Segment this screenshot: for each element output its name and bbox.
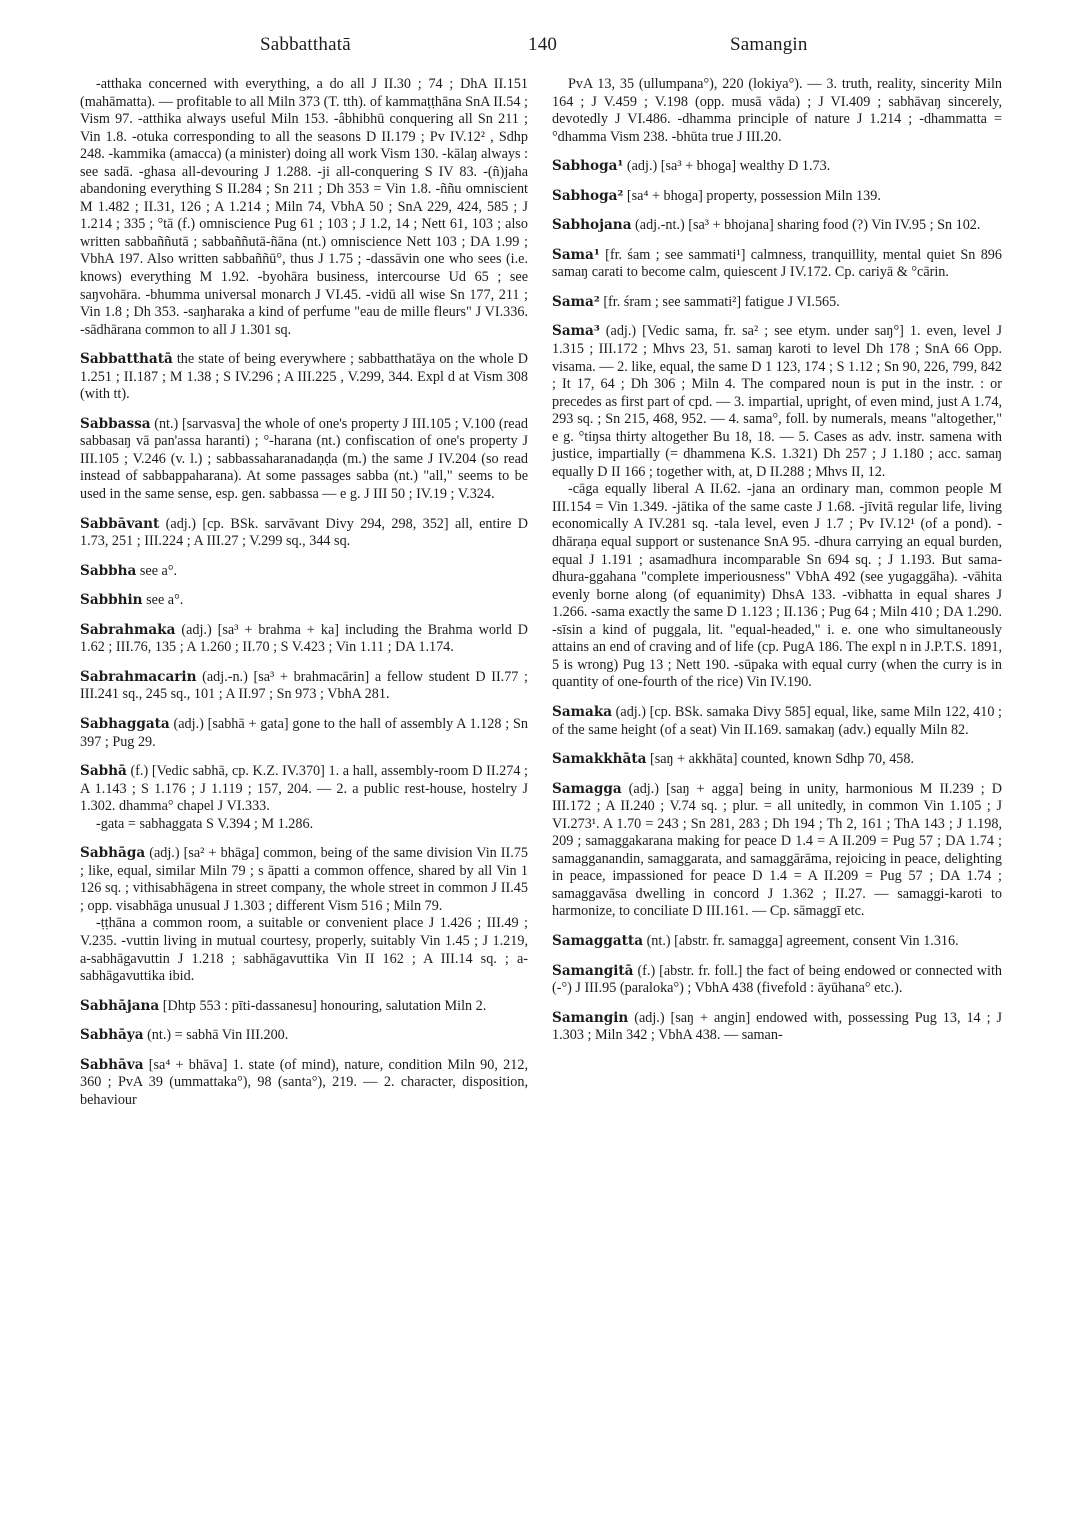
headword: Samangitā xyxy=(552,962,634,979)
dictionary-entry xyxy=(80,622,528,657)
entry-body xyxy=(552,704,1002,739)
entry-body xyxy=(80,592,528,610)
entry-body xyxy=(552,751,1002,769)
headword: Sabhojana xyxy=(552,217,632,234)
entry-text: [sa⁴ + bhoga] property, possession Miln 139. xyxy=(623,187,881,204)
entry-text: (f.) [abstr. fr. foll.] the fact of being endowed or connected with (-°) J III.95 (paraloka°) ; VbhA 438 (fivefold : āyūhana° etc.). xyxy=(552,962,1002,997)
entry-text: (adj.) [sa³ + brahma + ka] including the Brahma world D 1.62 ; III.76, 135 ; A 1.260 ; II.70 ; S V.423 ; Vin 1.11 ; DA 1.174. xyxy=(80,621,528,656)
entry-text: (nt.) [sarvasva] the whole of one's property J III.105 ; V.100 (read sabbasaŋ vā pan'assa haranti) ; °-harana (nt.) confiscation of one's property J III.105 ; V.246 (v. l.) ; sabbassaharanadaṇḍa (m.) the same J IV.204 (so read instead of sabbappaharana). At some passages sabba (nt.) "all," seems to be used in the same sense, esp. gen. sabbassa — e g. J III 50 ; IV.19 ; V.324. xyxy=(80,415,528,503)
headword: Sabhājana xyxy=(80,997,160,1014)
entry-text: (adj.) [sa³ + bhoga] wealthy D 1.73. xyxy=(623,158,831,175)
dictionary-entry xyxy=(552,704,1002,739)
entry-text: PvA 13, 35 (ullumpana°), 220 (lokiya°). — 3. truth, reality, sincerity Miln 164 ; J V.459 ; V.198 (opp. musā vāda) ; J VI.409 ; sabhāvaŋ sincerely, devotedly J VI.486. -dhamma principle of nature J 1.214 ; -dhammatta = °dhamma Vism 238. -bhūta true J III.20. xyxy=(552,76,1002,145)
headword: Samaggatta xyxy=(552,932,644,949)
dictionary-entry xyxy=(552,76,1002,146)
headword: Samangin xyxy=(552,1009,629,1026)
dictionary-entry xyxy=(80,1027,528,1045)
headword: Sama² xyxy=(552,293,600,310)
entry-body xyxy=(552,933,1002,951)
entry-body xyxy=(552,1010,1002,1045)
dictionary-entry xyxy=(552,963,1002,998)
entry-text: (adj.) [sa² + bhāga] common, being of the same division Vin II.75 ; like, equal, similar Miln 79 ; s āpatti a common offence, shared by all Vin 1 126 sq. ; vithisabhāgena in street company, the whole street in common J II.45 ; opp. visabhāga unusual J 1.303 ; different Vism 516 ; Miln 79. xyxy=(80,845,528,914)
headword: Sama³ xyxy=(552,323,600,340)
entry-body xyxy=(552,247,1002,282)
dictionary-entry xyxy=(80,563,528,581)
entry-body xyxy=(552,963,1002,998)
entry-text: (adj.) [saŋ + angin] endowed with, possessing Pug 13, 14 ; J 1.303 ; Miln 342 ; VbhA 438. — saman- xyxy=(552,1009,1002,1044)
dictionary-entry xyxy=(80,516,528,551)
headword: Sabbāvant xyxy=(80,515,160,532)
entry-text: [sa⁴ + bhāva] 1. state (of mind), nature, condition Miln 90, 212, 360 ; PvA 39 (ummattaka°), 98 (santa°), 219. — 2. character, disposition, behaviour xyxy=(80,1056,528,1108)
dictionary-entry xyxy=(552,323,1002,691)
dictionary-entry xyxy=(552,217,1002,235)
entry-text: (adj.) [cp. BSk. samaka Divy 585] equal, like, same Miln 122, 410 ; of the same height (of a seat) Vin II.169. samakaŋ (adv.) equally Miln 82. xyxy=(552,703,1002,738)
dictionary-entry xyxy=(552,1010,1002,1045)
entry-text: (adj.) [sabhā + gata] gone to the hall of assembly A 1.128 ; Sn 397 ; Pug 29. xyxy=(80,715,528,750)
dictionary-entry xyxy=(552,781,1002,921)
entry-subentries: -cāga equally liberal A II.62. -jana an ordinary man, common people M III.154 = Vin 1.349. -jātika of the same caste J 1.68. -jīvitā regular life, living economically A IV.281 sq. -tala level, even J 1.7 ; Pv IV.12¹ (of a pond). -dhāraṇa equal support or sustenance SnA 95. -dhura carrying an equal burden, equal J 1.191 ; asamadhura incomparable Sn 694 sq. ; J 1.193. But sama-dhura-ggahana "complete imperiousness" VbhA 492 (see yugaggāha). -vāhita evenly borne along (of equanimity) DhsA 133. -vibhatta in equal shares J 1.266. -sama exactly the same D 1.123 ; II.136 ; Pug 64 ; Miln 410 ; DA 1.290. -sīsin a kind of puggala, lit. "equal-headed," i. e. one who simultaneously attains an end of craving and of life (cp. PugA 186. The expl n in J.P.T.S. 1891, 5 is wrong) Pug 13 ; Nett 190. -sūpaka with equal curry (when the curry is in quantity of one-fourth of the rice) Vin IV.190. xyxy=(552,481,1002,691)
headword: Sama¹ xyxy=(552,246,600,263)
headword: Samaka xyxy=(552,703,613,720)
entry-body xyxy=(80,716,528,751)
header-right-guideword: Samangin xyxy=(730,34,808,55)
entry-text: (f.) [Vedic sabhā, cp. K.Z. IV.370] 1. a hall, assembly-room D II.274 ; A 1.143 ; S 1.176 ; J 1.119 ; 157, 204. — 2. a public rest-house, hostelry J 1.302. dhamma° chapel J VI.333. xyxy=(80,763,528,815)
dictionary-entry xyxy=(80,998,528,1016)
dictionary-entry xyxy=(80,351,528,404)
entry-body xyxy=(552,294,1002,312)
headword: Sabhāya xyxy=(80,1027,144,1044)
entry-body xyxy=(80,669,528,704)
entry-body xyxy=(80,998,528,1016)
headword: Sabhāga xyxy=(80,845,146,862)
entry-text: see a°. xyxy=(136,562,178,579)
header-left-guideword: Sabbatthatā xyxy=(260,34,351,55)
entry-body xyxy=(80,516,528,551)
entry-text: (adj.) [saŋ + agga] being in unity, harmonious M II.239 ; D III.172 ; A II.240 ; V.74 sq. ; plur. = all unitedly, in common Vin 1.105 ; J VI.273¹. A 1.70 = 243 ; Sn 281, 283 ; Dh 194 ; Th 2, 161 ; ThA 143 ; J 1.198, 209 ; samaggakarana making for peace D 1.4 = A II.209 = Pug 57 ; DA 1.74 ; samagganandin, samaggarata, and samaggārāma, rejoicing in peace, delighting in peace, impassioned for peace D 1.4 = A II.209 = Pug 57 ; DA 1.74 ; samaggavāsa dwelling in concord J 1.362 ; II.27. — samaggi-karoti to harmonize, to conciliate D III.161. — Cp. sāmaggī etc. xyxy=(552,780,1002,920)
entry-text: [fr. śram ; see sammati²] fatigue J VI.565. xyxy=(599,293,840,310)
entry-body xyxy=(80,1027,528,1045)
headword: Sabbhin xyxy=(80,592,143,609)
entry-body xyxy=(552,781,1002,921)
headword: Sabhoga¹ xyxy=(552,158,624,175)
entry-body xyxy=(552,188,1002,206)
entry-body xyxy=(80,563,528,581)
entry-text: [Dhtp 553 : pīti-dassanesu] honouring, salutation Miln 2. xyxy=(159,997,487,1014)
headword: Sabrahmaka xyxy=(80,621,176,638)
entry-text: (nt.) = sabhā Vin III.200. xyxy=(143,1027,289,1044)
entry-text: (nt.) [abstr. fr. samagga] agreement, consent Vin 1.316. xyxy=(643,932,959,949)
entry-body xyxy=(552,217,1002,235)
entry-body xyxy=(80,845,528,915)
entry-body xyxy=(80,622,528,657)
dictionary-entry xyxy=(80,716,528,751)
entry-body xyxy=(552,323,1002,481)
entry-text: (adj.) [Vedic sama, fr. sa² ; see etym. under saŋ°] 1. even, level J 1.315 ; III.172 ; Mhvs 23, 51. samaŋ karoti to level Dh 178 ; SnA 66 Opp. visama. — 2. like, equal, the same D 1 123, 174 ; S 1.12 ; Sn 90, 226, 799, 842 ; It 17, 64 ; Dh 306 ; Miln 4. The compared noun is put in the instr. : or precedes as first part of cpd. — 3. impartial, upright, of even mind, just A 1.74, 293 sq. ; Sn 215, 468, 952. — 4. sama°, foll. by numerals, means "altogether," e g. °tiŋsa thirty altogether Bu 18, 18. — 5. Cases as adv. instr. samena with justice, impartially (= dhammena K.S. 1.321) Dh 257 ; J 1.180 ; acc. samaŋ equally D II 166 ; together with, at, D II.288 ; Mhvs II, 12. xyxy=(552,323,1002,480)
headword: Sabhāva xyxy=(80,1056,144,1073)
dictionary-entry xyxy=(552,188,1002,206)
entry-text: [saŋ + akkhāta] counted, known Sdhp 70, 458. xyxy=(646,751,915,768)
entry-body xyxy=(80,351,528,404)
entry-body xyxy=(80,416,528,504)
headword: Sabhoga² xyxy=(552,187,624,204)
entry-subentries: -gata = sabhaggata S V.394 ; M 1.286. xyxy=(96,815,314,832)
right-column xyxy=(552,76,1002,1057)
headword: Sabbha xyxy=(80,562,137,579)
dictionary-entry xyxy=(80,763,528,833)
entry-text: -atthaka concerned with everything, a do all J II.30 ; 74 ; DhA II.151 (mahāmatta). — profitable to all Miln 373 (T. tth). of kammaṭṭhāna SnA II.54 ; Vism 97. -atthika always useful Miln 153. -âbhibhū conquering all Sn 211 ; Vin 1.8. -otuka corresponding to all the seasons D II.179 ; Pv IV.12² , Sdhp 248. -kammika (amacca) (a minister) doing all work Vism 130. -kālaŋ always : see sadā. -ghasa all-devouring J 1.288. -ji all-conquering S IV 83. -(ñ)jaha abandoning everything S II.284 ; Sn 211 ; Dh 353 = Vin 1.8. -ññu omniscient M 1.482 ; II.31, 126 ; A 1.214 ; Miln 74, VbhA 50 ; SnA 229, 424, 585 ; J 1.214 ; 335 ; °tā (f.) omniscience Pug 61 ; 103 ; J 1.2, 14 ; Nett 61, 103 ; also written sabbaññutā ; sabbaññutā-ñāna (nt.) omniscience Nett 103 ; DA 1.99 ; VbhA 197. Also written sabbaññū°, thus J 1.75 ; -dassāvin one who sees (i.e. knows) everything M 1.92. -byohāra business, intercourse Ud 65 ; see saŋvohāra. -bhumma universal monarch J VI.45. -vidū all wise Sn 177, 211 ; Vin 1.8 ; Dh 353. -saŋharaka a kind of perfume "eau de mille fleurs" J VI.336. -sādhārana common to all J 1.301 sq. xyxy=(80,76,528,338)
headword: Samakkhāta xyxy=(552,751,647,768)
dictionary-entry xyxy=(552,247,1002,282)
entry-body xyxy=(80,1057,528,1110)
entry-body xyxy=(552,158,1002,176)
entry-text: (adj.-nt.) [sa³ + bhojana] sharing food (?) Vin IV.95 ; Sn 102. xyxy=(631,217,981,234)
left-column xyxy=(80,76,528,1121)
dictionary-entry xyxy=(552,294,1002,312)
page-header xyxy=(80,34,1020,64)
entry-text: (adj.-n.) [sa³ + brahmacārin] a fellow student D II.77 ; III.241 sq., 245 sq., 101 ; A II.97 ; Sn 973 ; VbhA 281. xyxy=(80,668,528,703)
page-number: 140 xyxy=(528,34,558,55)
headword: Sabhaggata xyxy=(80,715,170,732)
entry-text: see a°. xyxy=(142,592,184,609)
headword: Sabhā xyxy=(80,763,127,780)
headword: Sabbatthatā xyxy=(80,351,173,368)
dictionary-entry xyxy=(80,845,528,985)
entry-text: (adj.) [cp. BSk. sarvāvant Divy 294, 298, 352] all, entire D 1.73, 251 ; III.224 ; A III.27 ; V.299 sq., 344 sq. xyxy=(80,515,528,550)
entry-body xyxy=(80,76,528,339)
dictionary-entry xyxy=(80,416,528,504)
dictionary-entry xyxy=(552,158,1002,176)
dictionary-entry xyxy=(80,592,528,610)
entry-text: the state of being everywhere ; sabbatthatāya on the whole D 1.251 ; II.187 ; M 1.38 ; S IV.296 ; A III.225 , V.299, 344. Expl d at Vism 308 (with tt). xyxy=(80,351,528,403)
dictionary-entry xyxy=(552,751,1002,769)
dictionary-entry xyxy=(552,933,1002,951)
headword: Sabbassa xyxy=(80,415,151,432)
entry-body xyxy=(552,76,1002,146)
entry-subentries: -ṭṭhāna a common room, a suitable or convenient place J 1.426 ; III.49 ; V.235. -vuttin living in mutual courtesy, properly, suitably Vin 1.45 ; J 1.219, a-sabhāgavuttin J 1.218 ; sabhāgavuttika Vin II 162 ; A III.14 sq. ; a-sabhāgavuttika ibid. xyxy=(80,915,528,985)
dictionary-entry xyxy=(80,76,528,339)
headword: Sabrahmacarin xyxy=(80,668,197,685)
headword: Samagga xyxy=(552,780,622,797)
entry-text: [fr. śam ; see sammati¹] calmness, tranquillity, mental quiet Sn 896 samaŋ carati to become calm, quiescent J IV.172. Cp. cariyā & °cārin. xyxy=(552,246,1002,281)
dictionary-entry xyxy=(80,1057,528,1110)
dictionary-entry xyxy=(80,669,528,704)
entry-body xyxy=(80,763,528,816)
